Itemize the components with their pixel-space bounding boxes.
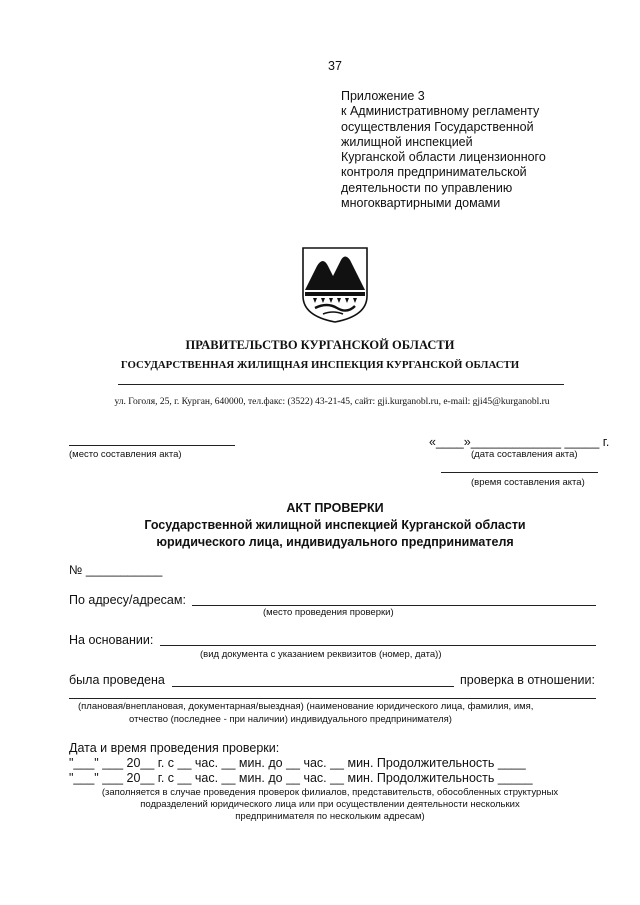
appendix-line: жилищной инспекцией (341, 134, 473, 149)
datetime-note-1: (заполняется в случае проведения проверок филиалов, представительств, обособленных структурных (101, 787, 559, 798)
appendix-line: многоквартирными домами (341, 196, 501, 211)
page-number: 37 (328, 59, 342, 73)
appendix-line: Курганской области лицензионного (341, 150, 546, 165)
coat-of-arms-icon (301, 246, 369, 324)
act-title: АКТ ПРОВЕРКИ (286, 501, 384, 515)
place-caption: (место составления акта) (69, 449, 182, 460)
subject-field-line (69, 698, 596, 699)
datetime-label: Дата и время проведения проверки: (69, 741, 280, 755)
appendix-line: Приложение 3 (341, 89, 425, 103)
appendix-line: деятельности по управлению (341, 180, 513, 195)
contact-address: ул. Гоголя, 25, г. Курган, 640000, тел.факс: (3522) 43-21-45, сайт: gji.kurganobl.ru, e-mail: gji45@kurganobl.ru (114, 397, 550, 407)
act-subtitle-1: Государственной жилищной инспекцией Курганской области (144, 518, 526, 532)
address-field-line (192, 605, 596, 606)
time-caption: (время составления акта) (471, 477, 585, 488)
place-field-line (69, 445, 235, 446)
basis-caption: (вид документа с указанием реквизитов (номер, дата)) (200, 649, 442, 660)
datetime-row-2: "___" ___ 20__ г. с __ час. __ мин. до __ час. __ мин. Продолжительность _____ (69, 771, 533, 785)
act-number-field: № ___________ (69, 563, 163, 577)
appendix-line: к Административному регламенту (341, 104, 540, 119)
conducted-caption-1: (плановая/внеплановая, документарная/выездная) (наименование юридического лица, фамилия, имя, (78, 701, 534, 712)
address-caption: (место проведения проверки) (263, 607, 394, 618)
conducted-tail: проверка в отношении: (460, 673, 595, 687)
act-subtitle-2: юридического лица, индивидуального предпринимателя (156, 535, 514, 549)
conducted-caption-2: отчество (последнее - при наличии) индивидуального предпринимателя) (129, 714, 452, 725)
appendix-note (341, 89, 546, 211)
conducted-field-line (172, 686, 454, 687)
government-name: ПРАВИТЕЛЬСТВО КУРГАНСКОЙ ОБЛАСТИ (185, 338, 455, 352)
date-field: «____»_____________ _____ г. (429, 435, 610, 449)
address-label: По адресу/адресам: (69, 593, 186, 607)
time-field-line (441, 472, 598, 473)
datetime-row-1: "___" ___ 20__ г. с __ час. __ мин. до __ час. __ мин. Продолжительность ____ (69, 756, 526, 770)
datetime-note-2: подразделений юридического лица или при осуществлении деятельности нескольких (140, 799, 520, 810)
inspection-name: ГОСУДАРСТВЕННАЯ ЖИЛИЩНАЯ ИНСПЕКЦИЯ КУРГАНСКОЙ ОБЛАСТИ (120, 359, 520, 371)
basis-field-line (160, 645, 596, 646)
appendix-line: осуществления Государственной (341, 119, 534, 134)
appendix-line: контроля предпринимательской (341, 165, 527, 180)
date-caption: (дата составления акта) (471, 449, 578, 460)
header-divider (118, 384, 564, 385)
conducted-label: была проведена (69, 673, 165, 687)
basis-label: На основании: (69, 633, 154, 647)
datetime-note-3: предпринимателя по нескольким адресам) (235, 811, 425, 822)
